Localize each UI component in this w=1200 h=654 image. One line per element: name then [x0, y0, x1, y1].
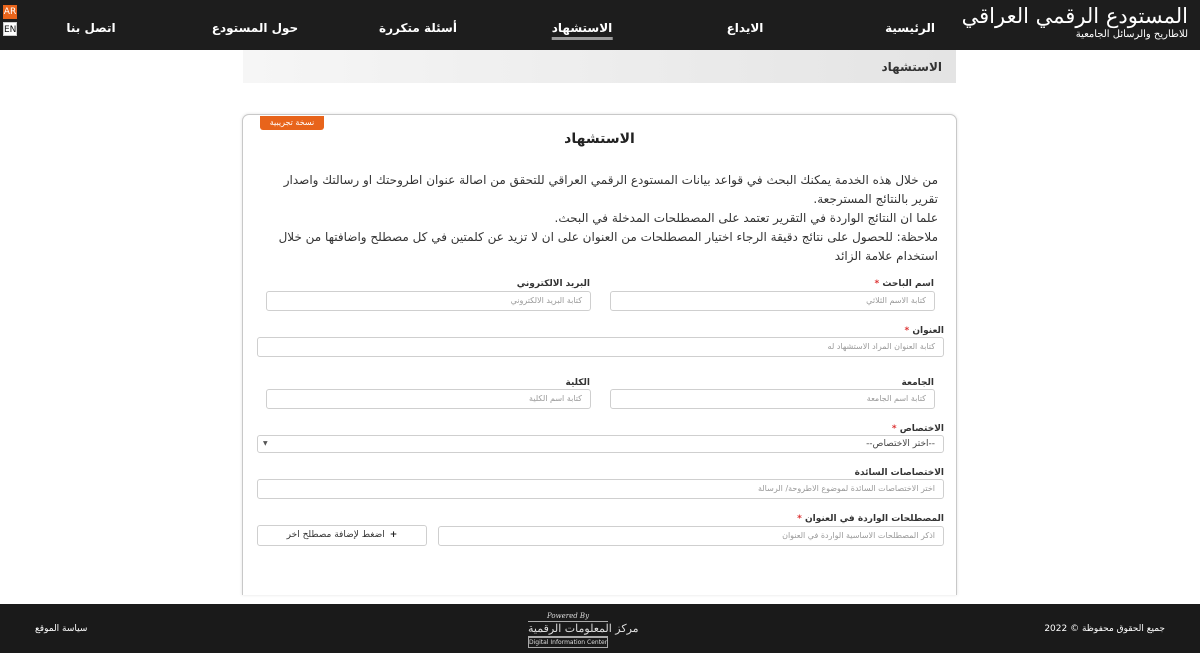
email-input[interactable]: كتابة البريد الالكتروني	[266, 291, 591, 311]
plus-icon: +	[389, 530, 398, 540]
nav-home[interactable]: الرئيسية	[885, 21, 935, 35]
intro-paragraph: من خلال هذه الخدمة يمكنك البحث في قواعد بيانات المستودع الرقمي العراقي للتحقق من اصالة عنوان اطروحتك او رسالتك واصدار تقرير بالنتائج المسترجعة.	[283, 173, 938, 206]
top-navbar	[0, 0, 1200, 50]
logo-subtitle: للاطاريح والرسائل الجامعية	[1075, 29, 1188, 40]
logo-title: المستودع الرقمي العراقي	[961, 4, 1188, 28]
center-arabic-name: مركز المعلومات الرقمية	[528, 622, 639, 635]
precise-specializations-input[interactable]: اختر الاختصاصات السائدة لموضوع الاطروحة/ الرسالة	[257, 479, 944, 499]
nav-contact[interactable]: اتصل بنا	[66, 21, 116, 35]
keywords-input[interactable]: اذكر المصطلحات الاساسية الواردة في العنوان	[438, 526, 944, 546]
powered-by-text: Powered By	[546, 612, 590, 620]
email-label: البريد الالكتروني	[516, 279, 590, 289]
precise-specializations-label: الاختصاصات السائدة	[854, 468, 944, 478]
breadcrumb	[243, 50, 956, 83]
nav-citation[interactable]: الاستشهاد	[552, 0, 613, 50]
intro-text	[278, 171, 938, 266]
beta-badge: نسخة تجريبية	[260, 116, 324, 130]
specialization-label: الاختصاص *	[891, 424, 944, 434]
college-input[interactable]: كتابة اسم الكلية	[266, 389, 591, 409]
site-policy-link[interactable]: سياسة الموقع	[35, 624, 88, 634]
add-keyword-label: اضغط لإضافة مصطلح اخر	[286, 530, 385, 540]
footer	[0, 604, 1200, 653]
university-label: الجامعة	[901, 378, 934, 388]
page-title: الاستشهاد	[564, 131, 635, 147]
title-input[interactable]: كتابة العنوان المراد الاستشهاد له	[257, 337, 944, 357]
college-label: الكلية	[565, 378, 590, 388]
researcher-name-input[interactable]: كتابة الاسم الثلاثي	[610, 291, 935, 311]
title-label: العنوان *	[904, 326, 944, 336]
specialization-selected: --اختر الاختصاص--	[866, 439, 935, 449]
nav-faq[interactable]: أسئلة متكررة	[379, 21, 457, 35]
nav-deposit[interactable]: الايداع	[726, 21, 764, 35]
lang-ar-button[interactable]: AR	[3, 7, 17, 17]
lang-en-button[interactable]: EN	[3, 22, 17, 36]
add-keyword-button[interactable]	[257, 525, 427, 546]
nav-about[interactable]: حول المستودع	[211, 21, 299, 35]
keywords-label: المصطلحات الواردة في العنوان *	[797, 514, 944, 524]
copyright-text: جميع الحقوق محفوظة © 2022	[1044, 624, 1165, 634]
powered-by-logo[interactable]	[528, 612, 639, 646]
citation-card	[242, 114, 957, 595]
intro-paragraph: علما ان النتائج الواردة في التقرير تعتمد على المصطلحات المدخلة في البحث.	[554, 211, 938, 225]
breadcrumb-label: الاستشهاد	[881, 60, 942, 74]
intro-paragraph: ملاحظة: للحصول على نتائج دقيقة الرجاء اختيار المصطلحات من العنوان على ان لا تزيد عن كلمتين في كل مصطلح واضافتها من خلال استخدام علامة الزائد	[278, 230, 938, 263]
chevron-down-icon: ▼	[263, 440, 268, 447]
center-english-name: Digital Information Center	[529, 639, 608, 646]
researcher-name-label: اسم الباحث *	[874, 279, 934, 289]
specialization-select[interactable]	[257, 435, 944, 453]
university-input[interactable]: كتابة اسم الجامعة	[610, 389, 935, 409]
site-logo[interactable]	[961, 4, 1188, 46]
